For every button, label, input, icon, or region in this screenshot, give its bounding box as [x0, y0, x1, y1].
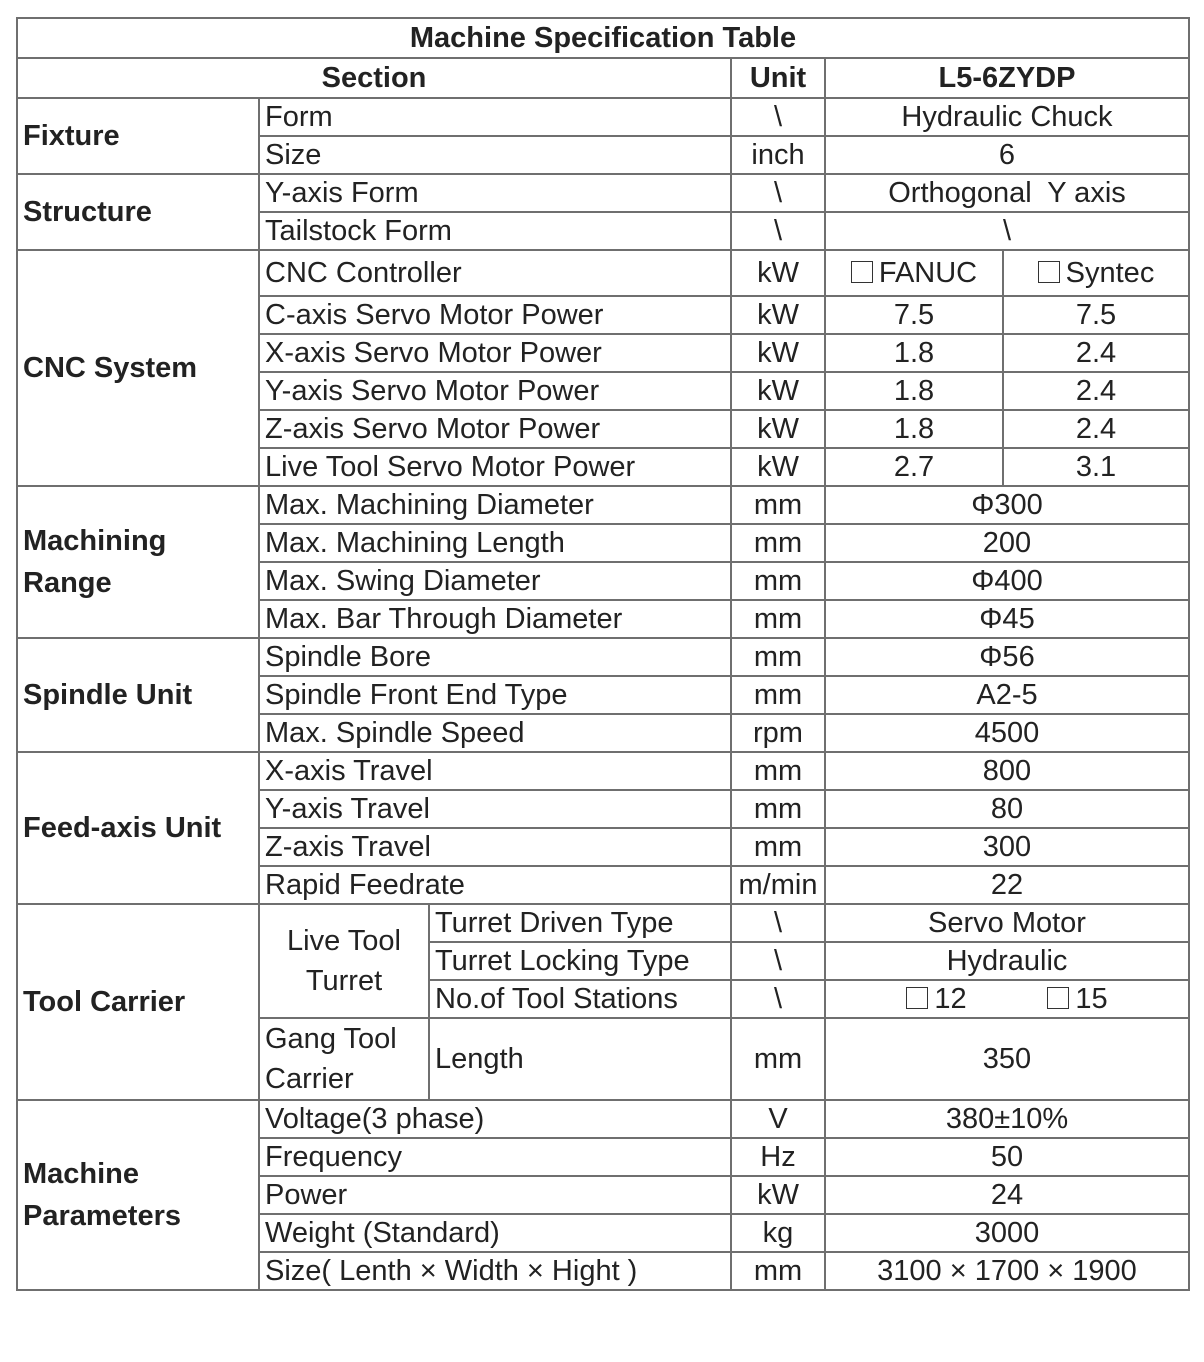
section-label: Machine Parameters: [17, 1100, 259, 1290]
section-label: Spindle Unit: [17, 638, 259, 752]
option-label: Syntec: [1065, 257, 1155, 289]
option-15[interactable]: [1047, 981, 1107, 1017]
option-12[interactable]: [906, 981, 966, 1017]
header-model: L5-6ZYDP: [825, 58, 1189, 98]
table-row: [17, 1100, 1189, 1138]
unit-cell: m/min: [731, 866, 825, 904]
gang-label: Gang Tool Carrier: [259, 1018, 429, 1100]
table-row: [17, 904, 1189, 942]
value-cell: Hydraulic: [825, 942, 1189, 980]
value-cell: 6: [825, 136, 1189, 174]
value-cell: A2-5: [825, 676, 1189, 714]
unit-cell: mm: [731, 524, 825, 562]
unit-cell: mm: [731, 828, 825, 866]
value-cell: 80: [825, 790, 1189, 828]
table-row: [17, 638, 1189, 676]
item-label: Turret Locking Type: [429, 942, 731, 980]
title-row: [17, 18, 1189, 58]
option-label: 15: [1075, 983, 1108, 1015]
item-label: Frequency: [259, 1138, 731, 1176]
item-label: Live Tool Servo Motor Power: [259, 448, 731, 486]
value-cell: 7.5: [1003, 296, 1189, 334]
value-cell: 4500: [825, 714, 1189, 752]
item-label: Size( Lenth × Width × Hight ): [259, 1252, 731, 1290]
item-label: Size: [259, 136, 731, 174]
item-label: Y-axis Servo Motor Power: [259, 372, 731, 410]
stations-options: [825, 980, 1189, 1018]
section-label: Structure: [17, 174, 259, 250]
unit-cell: mm: [731, 676, 825, 714]
value-cell: Φ300: [825, 486, 1189, 524]
unit-cell: V: [731, 1100, 825, 1138]
item-label: Max. Swing Diameter: [259, 562, 731, 600]
table-row: [17, 250, 1189, 296]
checkbox-icon[interactable]: [906, 987, 928, 1009]
item-label: Max. Machining Diameter: [259, 486, 731, 524]
value-cell: Φ45: [825, 600, 1189, 638]
checkbox-icon[interactable]: [851, 261, 873, 283]
item-label: Max. Machining Length: [259, 524, 731, 562]
table-row: [17, 752, 1189, 790]
value-cell: Orthogonal Y axis: [825, 174, 1189, 212]
unit-cell: mm: [731, 1018, 825, 1100]
value-cell: 2.4: [1003, 334, 1189, 372]
value-cell: 3100 × 1700 × 1900: [825, 1252, 1189, 1290]
unit-cell: Hz: [731, 1138, 825, 1176]
section-label: CNC System: [17, 250, 259, 486]
table-row: [17, 486, 1189, 524]
spec-table: [16, 17, 1190, 1291]
value-cell: 2.7: [825, 448, 1003, 486]
value-cell: Φ400: [825, 562, 1189, 600]
option-fanuc[interactable]: [825, 250, 1003, 296]
item-label: Weight (Standard): [259, 1214, 731, 1252]
unit-cell: mm: [731, 790, 825, 828]
item-label: X-axis Servo Motor Power: [259, 334, 731, 372]
value-cell: 24: [825, 1176, 1189, 1214]
unit-cell: mm: [731, 638, 825, 676]
header-section: Section: [17, 58, 731, 98]
turret-label: Live Tool Turret: [259, 904, 429, 1018]
value-cell: 2.4: [1003, 372, 1189, 410]
unit-cell: kW: [731, 410, 825, 448]
item-label: Y-axis Form: [259, 174, 731, 212]
item-label: Spindle Bore: [259, 638, 731, 676]
header-unit: Unit: [731, 58, 825, 98]
table-title: Machine Specification Table: [17, 18, 1189, 58]
item-label: C-axis Servo Motor Power: [259, 296, 731, 334]
value-cell: Φ56: [825, 638, 1189, 676]
value-cell: 200: [825, 524, 1189, 562]
item-label: Turret Driven Type: [429, 904, 731, 942]
unit-cell: \: [731, 98, 825, 136]
item-label: Max. Spindle Speed: [259, 714, 731, 752]
value-cell: 3000: [825, 1214, 1189, 1252]
unit-cell: rpm: [731, 714, 825, 752]
item-label: X-axis Travel: [259, 752, 731, 790]
item-label: Form: [259, 98, 731, 136]
unit-cell: mm: [731, 600, 825, 638]
unit-cell: mm: [731, 562, 825, 600]
unit-cell: inch: [731, 136, 825, 174]
unit-cell: \: [731, 212, 825, 250]
unit-cell: kW: [731, 334, 825, 372]
value-cell: 380±10%: [825, 1100, 1189, 1138]
unit-cell: \: [731, 904, 825, 942]
item-label: No.of Tool Stations: [429, 980, 731, 1018]
checkbox-icon[interactable]: [1038, 261, 1060, 283]
section-label: Tool Carrier: [17, 904, 259, 1100]
item-label: Z-axis Servo Motor Power: [259, 410, 731, 448]
item-label: Max. Bar Through Diameter: [259, 600, 731, 638]
value-cell: \: [825, 212, 1189, 250]
section-label: Fixture: [17, 98, 259, 174]
value-cell: 7.5: [825, 296, 1003, 334]
table-row: [17, 98, 1189, 136]
value-cell: 300: [825, 828, 1189, 866]
value-cell: 1.8: [825, 372, 1003, 410]
unit-cell: kW: [731, 448, 825, 486]
unit-cell: kW: [731, 296, 825, 334]
item-label: Rapid Feedrate: [259, 866, 731, 904]
item-label: Spindle Front End Type: [259, 676, 731, 714]
value-cell: 1.8: [825, 334, 1003, 372]
unit-cell: \: [731, 980, 825, 1018]
unit-cell: mm: [731, 752, 825, 790]
value-cell: 350: [825, 1018, 1189, 1100]
item-label: Length: [429, 1018, 731, 1100]
unit-cell: \: [731, 174, 825, 212]
value-cell: 800: [825, 752, 1189, 790]
item-label: Voltage(3 phase): [259, 1100, 731, 1138]
header-row: [17, 58, 1189, 98]
section-label: Feed-axis Unit: [17, 752, 259, 904]
unit-cell: kW: [731, 372, 825, 410]
option-syntec[interactable]: [1003, 250, 1189, 296]
item-label: CNC Controller: [259, 250, 731, 296]
unit-cell: mm: [731, 486, 825, 524]
unit-cell: \: [731, 942, 825, 980]
checkbox-icon[interactable]: [1047, 987, 1069, 1009]
option-label: 12: [934, 983, 967, 1015]
value-cell: Servo Motor: [825, 904, 1189, 942]
value-cell: 50: [825, 1138, 1189, 1176]
table-row: [17, 174, 1189, 212]
value-cell: Hydraulic Chuck: [825, 98, 1189, 136]
item-label: Z-axis Travel: [259, 828, 731, 866]
unit-cell: kg: [731, 1214, 825, 1252]
value-cell: 22: [825, 866, 1189, 904]
value-cell: 2.4: [1003, 410, 1189, 448]
unit-cell: kW: [731, 1176, 825, 1214]
item-label: Power: [259, 1176, 731, 1214]
unit-cell: kW: [731, 250, 825, 296]
option-label: FANUC: [878, 257, 978, 289]
unit-cell: mm: [731, 1252, 825, 1290]
value-cell: 1.8: [825, 410, 1003, 448]
item-label: Y-axis Travel: [259, 790, 731, 828]
section-label: Machining Range: [17, 486, 259, 638]
item-label: Tailstock Form: [259, 212, 731, 250]
value-cell: 3.1: [1003, 448, 1189, 486]
